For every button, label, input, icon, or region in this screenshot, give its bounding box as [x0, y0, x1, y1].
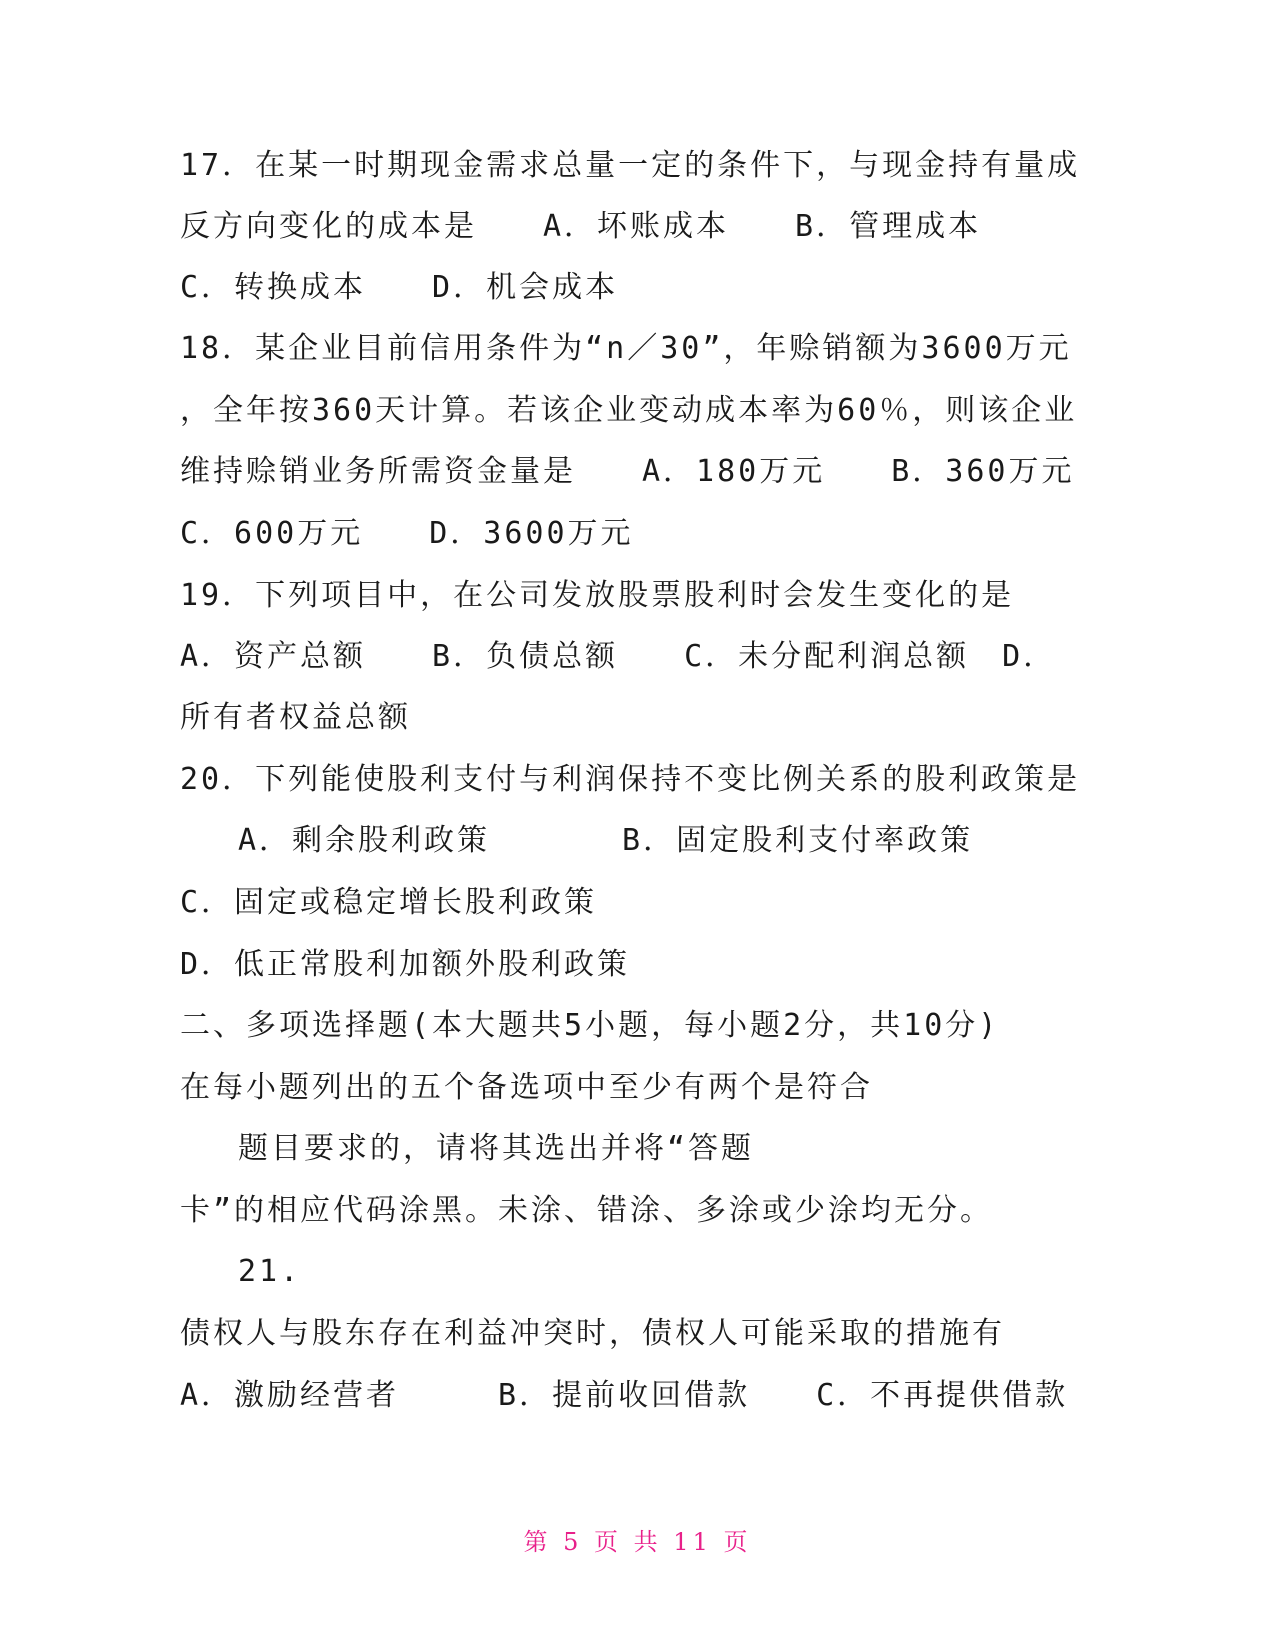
q20-options-line: A．剩余股利政策 B．固定股利支付率政策 — [238, 823, 974, 858]
q19-stem-line: 19．下列项目中，在公司发放股票股利时会发生变化的是 — [180, 578, 1015, 613]
q18-options-line: C．600万元 D．3600万元 — [180, 516, 634, 551]
q19-options-line-2: 所有者权益总额 — [180, 700, 411, 735]
q21-options-line: A．激励经营者 B．提前收回借款 C．不再提供借款 — [180, 1378, 1069, 1413]
q20-option-c: C．固定或稳定增长股利政策 — [180, 885, 598, 920]
q17-stem-options-line: 反方向变化的成本是 A．坏账成本 B．管理成本 — [180, 209, 982, 244]
q17-stem-line: 17．在某一时期现金需求总量一定的条件下，与现金持有量成 — [180, 148, 1081, 183]
q20-stem-line: 20．下列能使股利支付与利润保持不变比例关系的股利政策是 — [180, 762, 1081, 797]
q17-options-line: C．转换成本 D．机会成本 — [180, 270, 619, 305]
section-instructions-line-3: 卡”的相应代码涂黑。未涂、错涂、多涂或少涂均无分。 — [180, 1193, 994, 1228]
section-heading: 二、多项选择题(本大题共5小题，每小题2分，共10分) — [180, 1008, 1000, 1043]
q21-number: 21. — [238, 1254, 302, 1289]
section-instructions-line-1: 在每小题列出的五个备选项中至少有两个是符合 — [180, 1070, 873, 1105]
page-number-footer: 第 5 页 共 11 页 — [523, 1528, 752, 1556]
q20-option-d: D．低正常股利加额外股利政策 — [180, 947, 631, 982]
section-instructions-line-2: 题目要求的，请将其选出并将“答题 — [238, 1131, 755, 1166]
q18-stem-line-2: ，全年按360天计算。若该企业变动成本率为60％，则该企业 — [180, 393, 1078, 428]
q18-stem-options-line: 维持赊销业务所需资金量是 A．180万元 B．360万元 — [180, 454, 1075, 489]
q21-stem-line: 债权人与股东存在利益冲突时，债权人可能采取的措施有 — [180, 1316, 1005, 1351]
q18-stem-line: 18．某企业目前信用条件为“n／30”，年赊销额为3600万元 — [180, 331, 1072, 366]
q19-options-line: A．资产总额 B．负债总额 C．未分配利润总额 D． — [180, 639, 1057, 674]
